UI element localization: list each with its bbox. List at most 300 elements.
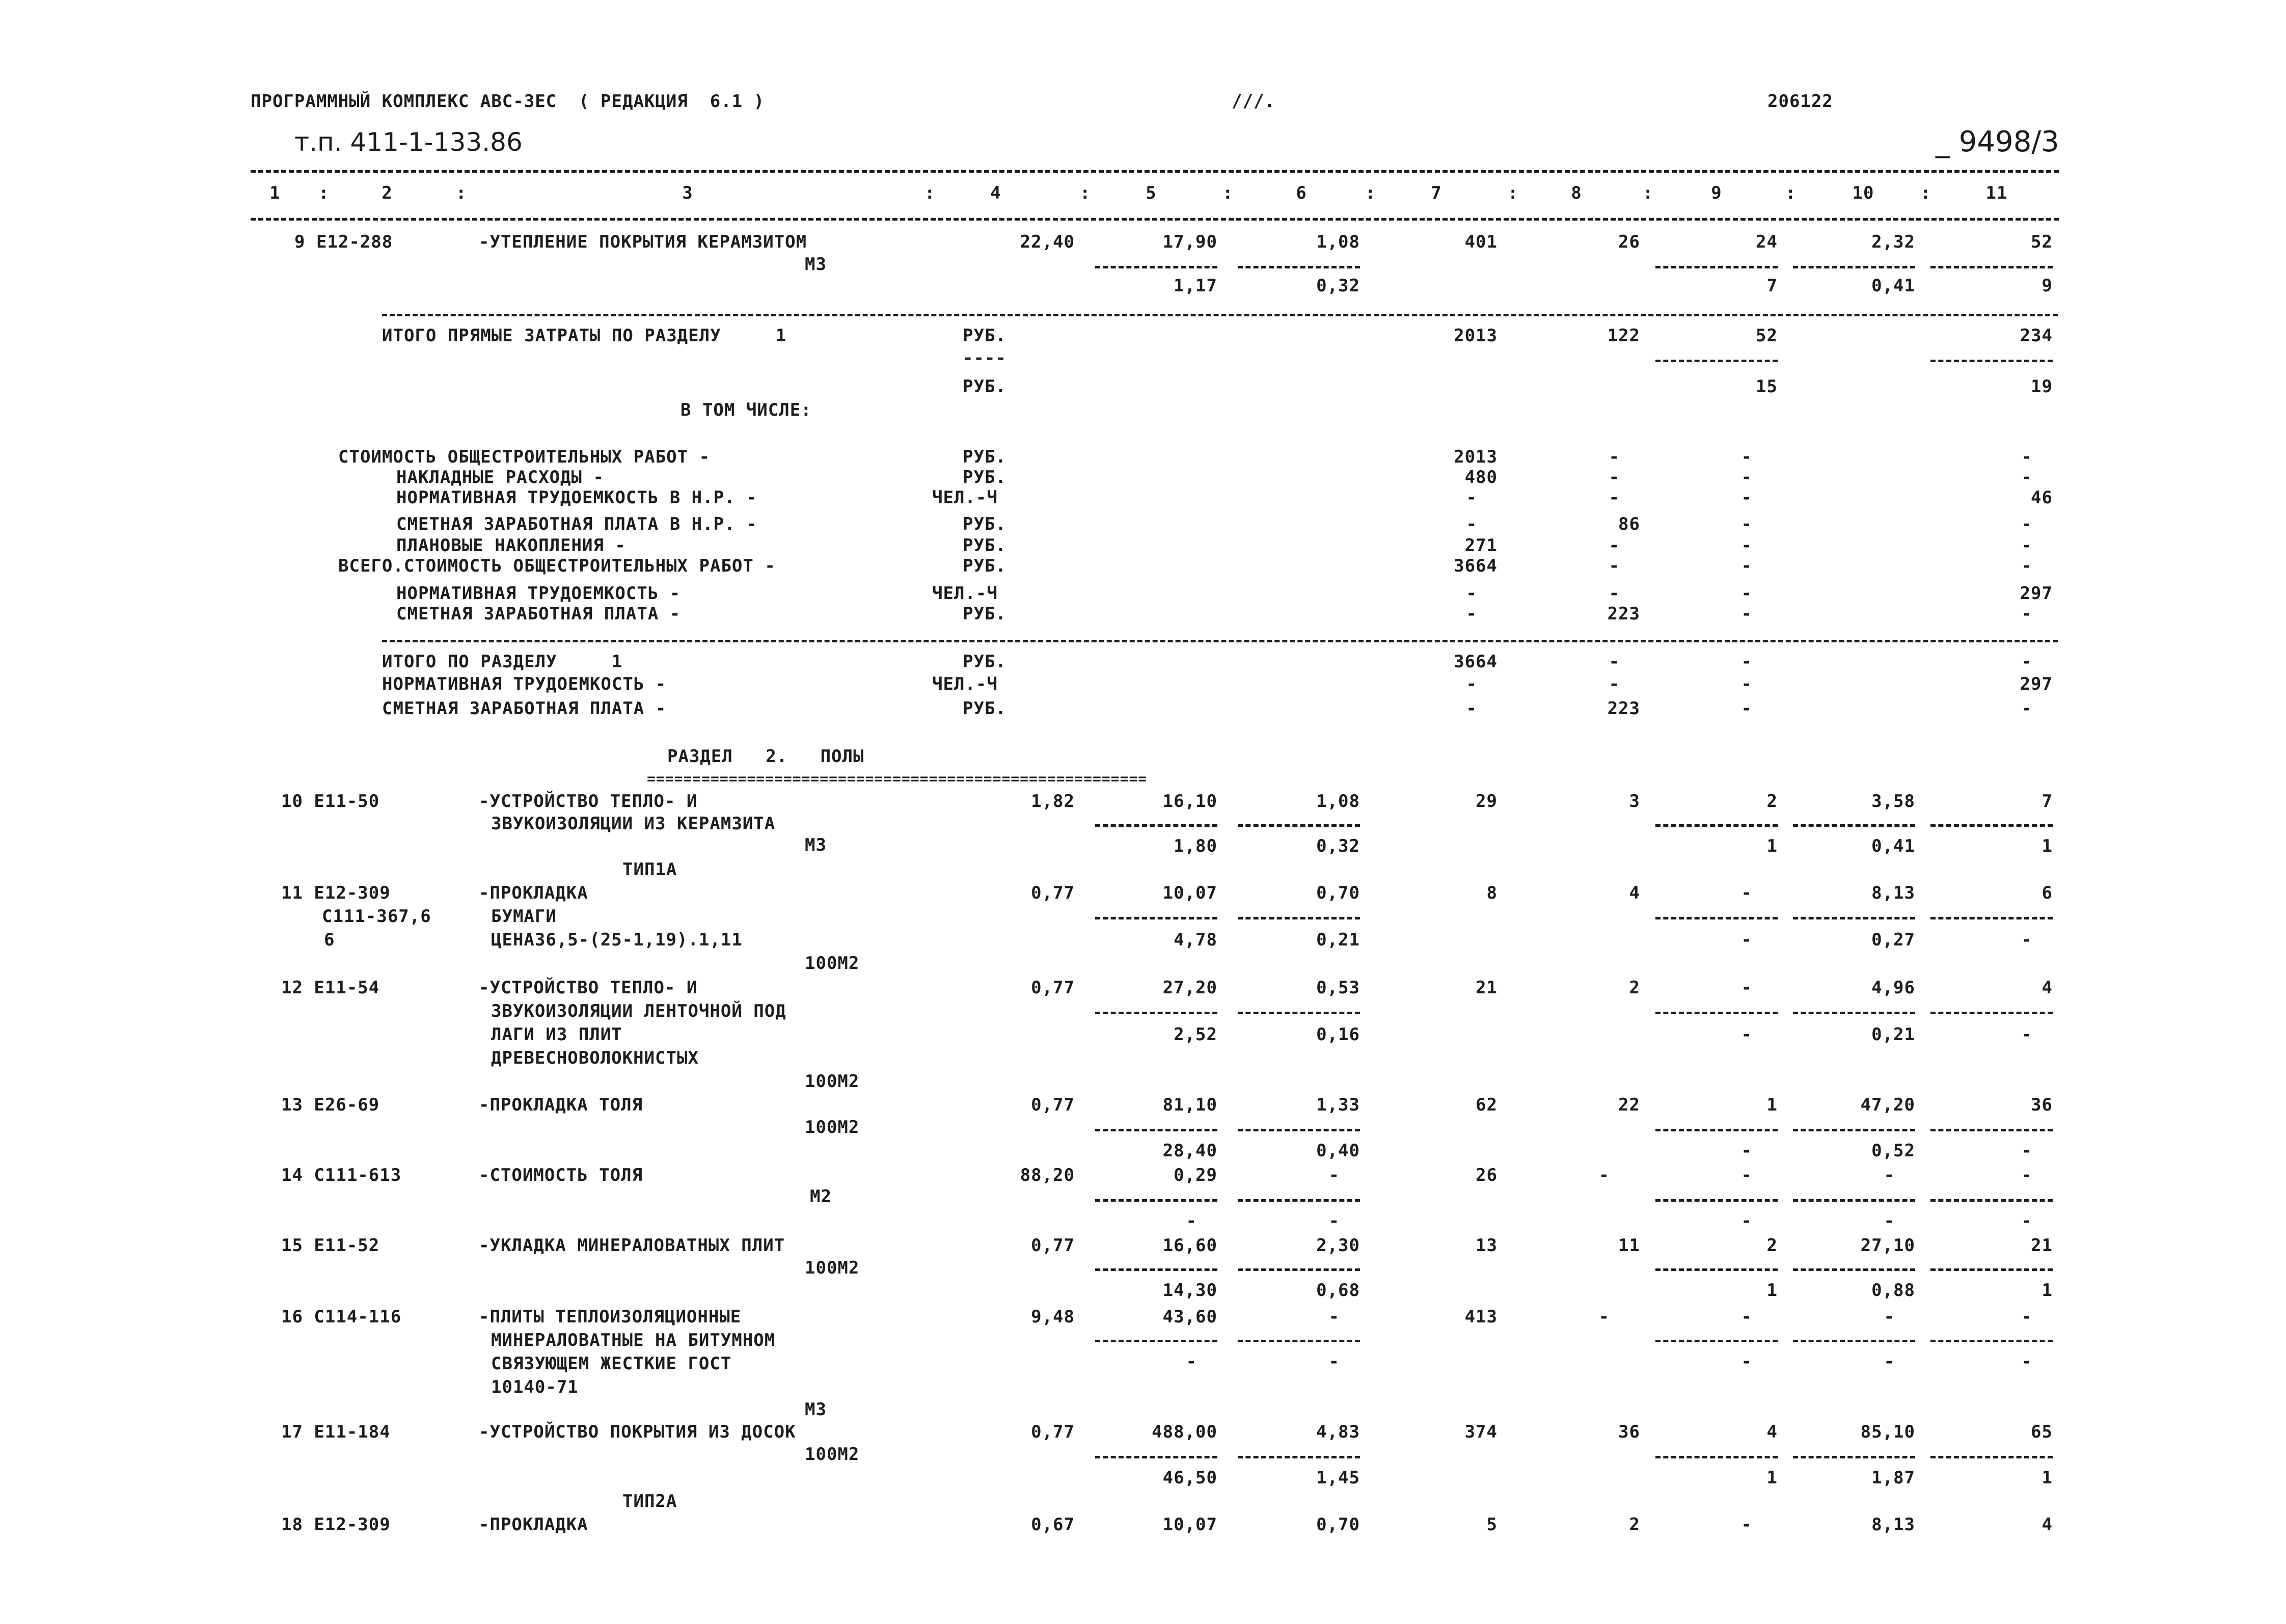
unit-man-hours: ЧЕЛ.-Ч <box>932 488 998 508</box>
pos9-code: 9 Е12-288 <box>294 232 393 252</box>
cell-total-cost: 26 <box>1476 1165 1498 1185</box>
unit-rub: РУБ. <box>963 556 1006 576</box>
cell-col10: - <box>1884 1211 1895 1231</box>
cell-col9: - <box>1741 883 1752 903</box>
section-total-label: СМЕТНАЯ ЗАРАБОТНАЯ ПЛАТА - <box>382 698 667 719</box>
cell-unit-wage: 0,70 <box>1316 883 1360 903</box>
cell-unit-wage: 4,83 <box>1316 1422 1360 1442</box>
cell-total-cost: 62 <box>1476 1095 1498 1115</box>
cell-col11: 234 <box>2020 326 2053 346</box>
rule-top <box>251 170 2059 173</box>
cell-total-cost: - <box>1466 514 1477 534</box>
cell-col9: - <box>1741 1024 1752 1045</box>
cell-col9: - <box>1741 1351 1752 1372</box>
pos13-description: -ПРОКЛАДКА ТОЛЯ <box>479 1095 643 1115</box>
cell-unit-wage: 0,32 <box>1316 276 1360 296</box>
cell-col11: - <box>2021 447 2032 467</box>
cell-col9: 2 <box>1766 791 1778 811</box>
cell-col11: 297 <box>2020 583 2053 604</box>
cell-unit-wage: 0,70 <box>1316 1514 1360 1535</box>
cell-col11: - <box>2021 930 2032 950</box>
cell-unit-cost: 0,29 <box>1174 1165 1217 1185</box>
col-sep: : <box>1080 183 1091 203</box>
pos14-unit: М2 <box>810 1186 832 1207</box>
col-sep: : <box>1785 183 1797 203</box>
cell-total-cost: 29 <box>1476 791 1498 811</box>
cell-unit-cost: - <box>1186 1211 1197 1231</box>
program-title: ПРОГРАММНЫЙ КОМПЛЕКС АВС-3ЕС ( РЕДАКЦИЯ 6.1 ) <box>251 91 765 112</box>
cell-col9: - <box>1741 1514 1752 1535</box>
underline <box>1238 1268 1360 1271</box>
cell-col9: - <box>1741 930 1752 950</box>
including-label: В ТОМ ЧИСЛЕ: <box>681 400 812 420</box>
cell-col11: 36 <box>2031 1095 2053 1115</box>
cell-col11: 19 <box>2031 376 2053 397</box>
cell-col9: - <box>1741 1211 1752 1231</box>
cell-unit-cost: 1,80 <box>1174 836 1217 856</box>
col-sep: : <box>456 183 467 203</box>
cell-col10: 85,10 <box>1860 1422 1915 1442</box>
cell-col11: 9 <box>2042 276 2053 296</box>
pos10-unit: М3 <box>805 835 827 855</box>
unit-man-hours: ЧЕЛ.-Ч <box>932 583 998 604</box>
cell-qty: 0,77 <box>1031 1235 1075 1256</box>
cell-col10: 4,96 <box>1871 978 1915 998</box>
cell-unit-cost: 4,78 <box>1174 930 1217 950</box>
rule-header-bottom <box>251 218 2059 221</box>
cell-total-wage: 122 <box>1607 326 1640 346</box>
cell-unit-cost: 81,10 <box>1162 1095 1217 1115</box>
cell-col11: - <box>2021 1211 2032 1231</box>
underline <box>1655 1199 1778 1202</box>
underline <box>1930 1456 2053 1458</box>
cell-col9: 1 <box>1766 1095 1778 1115</box>
cell-total-wage: - <box>1609 447 1620 467</box>
cell-col10: - <box>1884 1307 1895 1327</box>
cell-total-wage: 22 <box>1618 1095 1640 1115</box>
cell-total-wage: - <box>1598 1307 1610 1327</box>
cell-col9: - <box>1741 1165 1752 1185</box>
unit-dash: ---- <box>963 348 1006 368</box>
underline <box>1095 1340 1217 1342</box>
cell-col9: - <box>1741 652 1752 672</box>
cell-col9: 1 <box>1766 1468 1778 1488</box>
cell-total-wage: - <box>1609 535 1620 556</box>
cell-unit-cost: 46,50 <box>1162 1468 1217 1488</box>
pos17-code: 17 Е11-184 <box>281 1422 391 1442</box>
underline <box>1930 1129 2053 1131</box>
cell-col9: - <box>1741 1141 1752 1161</box>
underline <box>1793 824 1915 827</box>
cell-col9: 15 <box>1756 376 1778 397</box>
underline <box>1655 1129 1778 1131</box>
pos15-description: -УКЛАДКА МИНЕРАЛОВАТНЫХ ПЛИТ <box>479 1235 785 1256</box>
cell-unit-cost: 16,60 <box>1162 1235 1217 1256</box>
cell-col10: 0,21 <box>1871 1024 1915 1045</box>
cell-col11: - <box>2021 1165 2032 1185</box>
underline <box>1930 824 2053 827</box>
underline <box>1655 266 1778 268</box>
cell-total-wage: - <box>1609 467 1620 488</box>
section-total-label: НОРМАТИВНАЯ ТРУДОЕМКОСТЬ - <box>382 674 667 694</box>
underline <box>1655 360 1778 362</box>
cell-col11: 1 <box>2042 1280 2053 1301</box>
underline <box>1793 1340 1915 1342</box>
cell-col9: 24 <box>1756 232 1778 252</box>
cell-col10: 0,52 <box>1871 1141 1915 1161</box>
unit-rub: РУБ. <box>963 467 1006 488</box>
col-sep: : <box>1222 183 1234 203</box>
cell-total-cost: 21 <box>1476 978 1498 998</box>
pos13-code: 13 Е26-69 <box>281 1095 380 1115</box>
cell-unit-wage: 1,33 <box>1316 1095 1360 1115</box>
cell-col9: 7 <box>1766 276 1778 296</box>
cell-col11: 4 <box>2042 978 2053 998</box>
cell-col9: - <box>1741 447 1752 467</box>
cell-total-wage: - <box>1609 583 1620 604</box>
pos10-description: -УСТРОЙСТВО ТЕПЛО- И <box>479 791 698 811</box>
underline <box>1655 1456 1778 1458</box>
underline <box>1655 1012 1778 1014</box>
underline <box>1238 917 1360 919</box>
cell-unit-wage: 1,08 <box>1316 791 1360 811</box>
project-number: т.п. 411-1-133.86 <box>294 127 523 157</box>
col-sep: : <box>924 183 936 203</box>
cell-unit-wage: 0,40 <box>1316 1141 1360 1161</box>
cell-col11: - <box>2021 467 2032 488</box>
cell-unit-cost: 43,60 <box>1162 1307 1217 1327</box>
underline <box>1793 1012 1915 1014</box>
cell-col11: 65 <box>2031 1422 2053 1442</box>
section-heading: РАЗДЕЛ 2. ПОЛЫ <box>667 746 864 767</box>
pos11-description: БУМАГИ <box>491 906 557 927</box>
cell-col11: - <box>2021 604 2032 624</box>
cell-col9: 4 <box>1766 1422 1778 1442</box>
cell-qty: 0,77 <box>1031 978 1075 998</box>
pos12-code: 12 Е11-54 <box>281 978 380 998</box>
cell-col9: - <box>1741 698 1752 719</box>
unit-rub: РУБ. <box>963 698 1006 719</box>
underline <box>1930 1012 2053 1014</box>
pos9-unit: М3 <box>805 254 827 275</box>
cell-total-wage: 36 <box>1618 1422 1640 1442</box>
underline <box>1793 266 1915 268</box>
cell-unit-cost: 488,00 <box>1152 1422 1217 1442</box>
cell-col11: - <box>2021 1141 2032 1161</box>
cell-col9: 52 <box>1756 326 1778 346</box>
cell-total-wage: - <box>1609 488 1620 508</box>
rule-section-total <box>382 640 2058 642</box>
cell-col11: 6 <box>2042 883 2053 903</box>
cell-col10: 3,58 <box>1871 791 1915 811</box>
cell-col10: - <box>1884 1351 1895 1372</box>
cell-total-cost: 2013 <box>1454 326 1498 346</box>
pos11-code: 11 Е12-309 <box>281 883 391 903</box>
cell-col10: - <box>1884 1165 1895 1185</box>
summary-label: СМЕТНАЯ ЗАРАБОТНАЯ ПЛАТА В Н.Р. - <box>396 514 757 534</box>
cell-col10: 0,41 <box>1871 836 1915 856</box>
pos15-unit: 100М2 <box>805 1258 860 1278</box>
cell-col10: 1,87 <box>1871 1468 1915 1488</box>
underline <box>1095 266 1217 268</box>
document-code: 206122 <box>1767 91 1833 112</box>
underline <box>1238 1456 1360 1458</box>
cell-col9: 1 <box>1766 836 1778 856</box>
unit-rub: РУБ. <box>963 376 1006 397</box>
pos12-description: ДРЕВЕСНОВОЛОКНИСТЫХ <box>491 1048 699 1068</box>
cell-unit-cost: 17,90 <box>1162 232 1217 252</box>
underline <box>1793 1456 1915 1458</box>
underline <box>1930 1199 2053 1202</box>
unit-man-hours: ЧЕЛ.-Ч <box>932 674 998 694</box>
col-1: 1 <box>269 183 281 203</box>
underline <box>1793 917 1915 919</box>
cell-unit-wage: 1,45 <box>1316 1468 1360 1488</box>
cell-col9: 1 <box>1766 1280 1778 1301</box>
col-7: 7 <box>1431 183 1442 203</box>
col-3: 3 <box>682 183 693 203</box>
pos11-code: 6 <box>324 930 335 950</box>
cell-col11: 4 <box>2042 1514 2053 1535</box>
pos10-code: 10 Е11-50 <box>281 791 380 811</box>
cell-col11: 7 <box>2042 791 2053 811</box>
cell-unit-wage: 1,08 <box>1316 232 1360 252</box>
cell-col9: - <box>1741 488 1752 508</box>
cell-total-wage: 86 <box>1618 514 1640 534</box>
unit-rub: РУБ. <box>963 604 1006 624</box>
cell-total-cost: - <box>1466 698 1477 719</box>
cell-total-wage: 223 <box>1607 698 1640 719</box>
cell-col11: - <box>2021 698 2032 719</box>
cell-qty: 22,40 <box>1020 232 1075 252</box>
pos11-description: ЦЕНА36,5-(25-1,19).1,11 <box>491 930 743 950</box>
col-8: 8 <box>1571 183 1582 203</box>
cell-total-wage: 2 <box>1629 1514 1640 1535</box>
pos14-description: -СТОИМОСТЬ ТОЛЯ <box>479 1165 643 1185</box>
pos9-description: -УТЕПЛЕНИЕ ПОКРЫТИЯ КЕРАМЗИТОМ <box>479 232 807 252</box>
col-sep: : <box>1508 183 1519 203</box>
cell-unit-cost: 28,40 <box>1162 1141 1217 1161</box>
cell-total-wage: 26 <box>1618 232 1640 252</box>
pos16-description: СВЯЗУЮЩЕМ ЖЕСТКИЕ ГОСТ <box>491 1354 732 1374</box>
pos17-unit: 100М2 <box>805 1444 860 1465</box>
underline <box>1655 1268 1778 1271</box>
pos12-description: -УСТРОЙСТВО ТЕПЛО- И <box>479 978 698 998</box>
pos12-unit: 100М2 <box>805 1071 860 1092</box>
cell-unit-wage: 0,32 <box>1316 836 1360 856</box>
cell-col9: - <box>1741 467 1752 488</box>
cell-qty: 0,67 <box>1031 1514 1075 1535</box>
cell-unit-cost: 1,17 <box>1174 276 1217 296</box>
cell-col11: - <box>2021 535 2032 556</box>
cell-total-cost: 8 <box>1486 883 1498 903</box>
cell-col11: 297 <box>2020 674 2053 694</box>
col-sep: : <box>318 183 330 203</box>
summary-label: НАКЛАДНЫЕ РАСХОДЫ - <box>396 467 604 488</box>
cell-total-cost: 13 <box>1476 1235 1498 1256</box>
pos16-description: 10140-71 <box>491 1377 579 1397</box>
underline <box>1238 266 1360 268</box>
summary-label: НОРМАТИВНАЯ ТРУДОЕМКОСТЬ - <box>396 583 681 604</box>
cell-qty: 0,77 <box>1031 1095 1075 1115</box>
cell-total-cost: - <box>1466 583 1477 604</box>
col-5: 5 <box>1146 183 1157 203</box>
cell-unit-wage: 0,68 <box>1316 1280 1360 1301</box>
cell-col9: - <box>1741 978 1752 998</box>
cell-col11: - <box>2021 1307 2032 1327</box>
cell-total-cost: 2013 <box>1454 447 1498 467</box>
cell-total-wage: - <box>1598 1165 1610 1185</box>
pos11-code: С111-367,6 <box>322 906 431 927</box>
cell-qty: 9,48 <box>1031 1307 1075 1327</box>
cell-col9: - <box>1741 556 1752 576</box>
cell-unit-cost: 16,10 <box>1162 791 1217 811</box>
cell-qty: 88,20 <box>1020 1165 1075 1185</box>
summary-label: СМЕТНАЯ ЗАРАБОТНАЯ ПЛАТА - <box>396 604 681 624</box>
cell-col9: 2 <box>1766 1235 1778 1256</box>
rule-section-total <box>382 314 2058 316</box>
type-label: ТИП1А <box>622 859 677 880</box>
summary-label: ВСЕГО.СТОИМОСТЬ ОБЩЕСТРОИТЕЛЬНЫХ РАБОТ - <box>338 556 776 576</box>
pos16-code: 16 С114-116 <box>281 1307 402 1327</box>
underline <box>1095 1268 1217 1271</box>
cell-col9: - <box>1741 674 1752 694</box>
cell-col10: 8,13 <box>1871 1514 1915 1535</box>
cell-total-cost: 401 <box>1464 232 1498 252</box>
cell-col10: 2,32 <box>1871 232 1915 252</box>
summary-label: НОРМАТИВНАЯ ТРУДОЕМКОСТЬ В Н.Р. - <box>396 488 757 508</box>
cell-total-cost: 480 <box>1464 467 1498 488</box>
cell-unit-wage: - <box>1328 1165 1340 1185</box>
pos18-code: 18 Е12-309 <box>281 1514 391 1535</box>
col-6: 6 <box>1296 183 1307 203</box>
underline <box>1930 360 2053 362</box>
cell-unit-wage: - <box>1328 1307 1340 1327</box>
col-2: 2 <box>382 183 393 203</box>
underline <box>1793 1199 1915 1202</box>
underline <box>1095 824 1217 827</box>
cell-col10: 0,41 <box>1871 276 1915 296</box>
underline <box>1655 917 1778 919</box>
pos12-description: ЛАГИ ИЗ ПЛИТ <box>491 1024 622 1045</box>
cell-total-wage: 223 <box>1607 604 1640 624</box>
cell-col9: - <box>1741 1307 1752 1327</box>
cell-qty: 0,77 <box>1031 1422 1075 1442</box>
cell-total-cost: 374 <box>1464 1422 1498 1442</box>
underline <box>1238 824 1360 827</box>
cell-col9: - <box>1741 535 1752 556</box>
pos11-unit: 100М2 <box>805 953 860 973</box>
unit-rub: РУБ. <box>963 514 1006 534</box>
pos14-code: 14 С111-613 <box>281 1165 402 1185</box>
cell-col9: - <box>1741 583 1752 604</box>
cell-total-cost: - <box>1466 488 1477 508</box>
cell-unit-wage: - <box>1328 1351 1340 1372</box>
cell-total-wage: 3 <box>1629 791 1640 811</box>
underline <box>1930 1340 2053 1342</box>
cell-total-wage: - <box>1609 674 1620 694</box>
cell-col10: 27,10 <box>1860 1235 1915 1256</box>
cell-total-wage: 2 <box>1629 978 1640 998</box>
underline <box>1655 1340 1778 1342</box>
col-10: 10 <box>1852 183 1874 203</box>
cell-total-cost: 3664 <box>1454 556 1498 576</box>
col-sep: : <box>1365 183 1376 203</box>
cell-col9: - <box>1741 604 1752 624</box>
col-11: 11 <box>1985 183 2008 203</box>
unit-rub: РУБ. <box>963 652 1006 672</box>
cell-unit-cost: 14,30 <box>1162 1280 1217 1301</box>
cell-col11: 46 <box>2031 488 2053 508</box>
col-9: 9 <box>1711 183 1722 203</box>
pos15-code: 15 Е11-52 <box>281 1235 380 1256</box>
underline <box>1930 266 2053 268</box>
cell-qty: 1,82 <box>1031 791 1075 811</box>
sheet-number: _ 9498/3 <box>1936 125 2059 158</box>
cell-col11: 1 <box>2042 1468 2053 1488</box>
unit-rub: РУБ. <box>963 447 1006 467</box>
unit-rub: РУБ. <box>963 326 1006 346</box>
cell-col11: - <box>2021 514 2032 534</box>
pos12-description: ЗВУКОИЗОЛЯЦИИ ЛЕНТОЧНОЙ ПОД <box>491 1001 786 1021</box>
cell-total-wage: - <box>1609 652 1620 672</box>
cell-unit-cost: 10,07 <box>1162 883 1217 903</box>
section-heading-rule: ======================================================= <box>647 770 1148 787</box>
underline <box>1930 1268 2053 1271</box>
cell-col10: 0,27 <box>1871 930 1915 950</box>
page-mark: ///. <box>1232 91 1275 112</box>
cell-col10: 47,20 <box>1860 1095 1915 1115</box>
pos16-description: МИНЕРАЛОВАТНЫЕ НА БИТУМНОМ <box>491 1330 776 1350</box>
col-4: 4 <box>990 183 1001 203</box>
col-sep: : <box>1643 183 1654 203</box>
underline <box>1793 1268 1915 1271</box>
pos17-description: -УСТРОЙСТВО ПОКРЫТИЯ ИЗ ДОСОК <box>479 1422 796 1442</box>
cell-unit-wage: 0,53 <box>1316 978 1360 998</box>
cell-unit-wage: 0,16 <box>1316 1024 1360 1045</box>
cell-unit-wage: 0,21 <box>1316 930 1360 950</box>
type-label: ТИП2А <box>622 1491 677 1511</box>
cell-unit-cost: 10,07 <box>1162 1514 1217 1535</box>
pos11-description: -ПРОКЛАДКА <box>479 883 588 903</box>
cell-col11: - <box>2021 556 2032 576</box>
cell-unit-cost: 2,52 <box>1174 1024 1217 1045</box>
summary-label: СТОИМОСТЬ ОБЩЕСТРОИТЕЛЬНЫХ РАБОТ - <box>338 447 710 467</box>
cell-col10: 0,88 <box>1871 1280 1915 1301</box>
col-sep: : <box>1920 183 1931 203</box>
pos13-unit: 100М2 <box>805 1117 860 1138</box>
underline <box>1095 1012 1217 1014</box>
pos16-unit: М3 <box>805 1399 827 1420</box>
cell-col11: 1 <box>2042 836 2053 856</box>
cell-total-cost: 271 <box>1464 535 1498 556</box>
cell-col11: - <box>2021 652 2032 672</box>
underline <box>1095 1129 1217 1131</box>
underline <box>1793 1129 1915 1131</box>
cell-total-wage: 4 <box>1629 883 1640 903</box>
cell-col11: 52 <box>2031 232 2053 252</box>
cell-col11: - <box>2021 1351 2032 1372</box>
cell-total-cost: 3664 <box>1454 652 1498 672</box>
underline <box>1095 917 1217 919</box>
underline <box>1655 824 1778 827</box>
underline <box>1238 1340 1360 1342</box>
cell-total-wage: - <box>1609 556 1620 576</box>
cell-qty: 0,77 <box>1031 883 1075 903</box>
cell-col11: 21 <box>2031 1235 2053 1256</box>
cell-total-cost: - <box>1466 604 1477 624</box>
underline <box>1238 1199 1360 1202</box>
